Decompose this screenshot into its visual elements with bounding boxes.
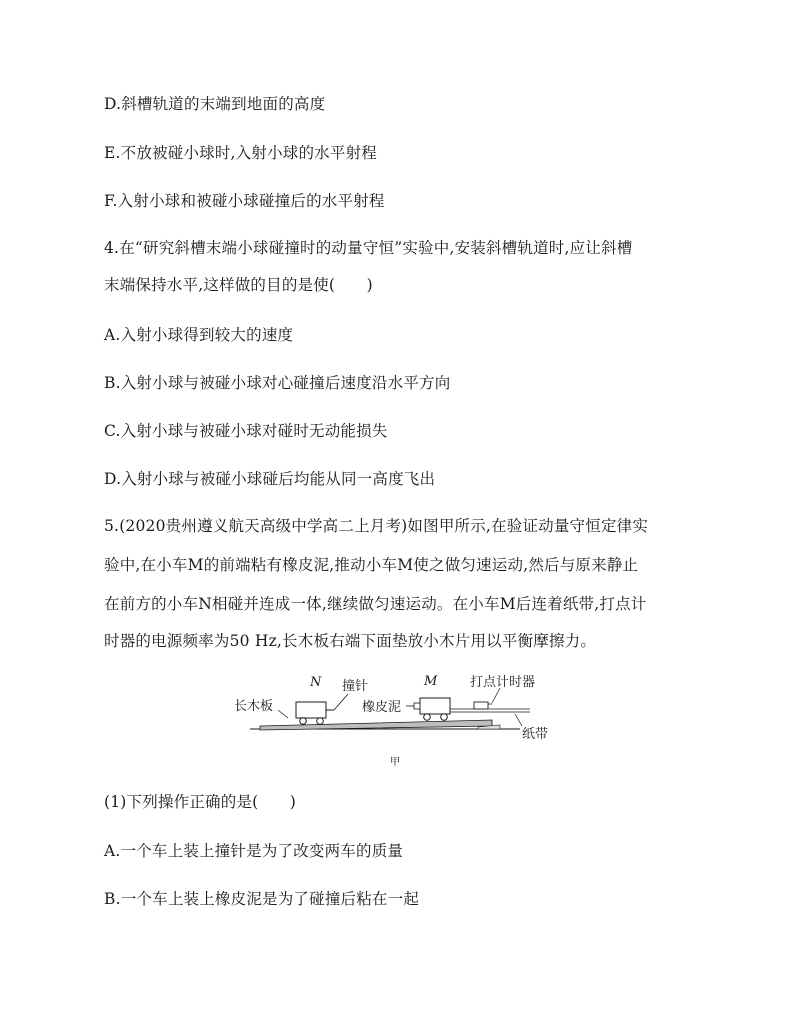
text-line-7: B.入射小球与被碰小球对心碰撞后速度沿水平方向 bbox=[104, 374, 451, 392]
text-line-4: 4.在“研究斜槽末端小球碰撞时的动量守恒”实验中,安装斜槽轨道时,应让斜槽 bbox=[104, 239, 633, 257]
text-line-16: B.一个车上装上橡皮泥是为了碰撞后粘在一起 bbox=[104, 890, 420, 908]
cart-m-wheel-left bbox=[424, 714, 431, 721]
text-line-9: D.入射小球与被碰小球碰后均能从同一高度飞出 bbox=[104, 470, 436, 488]
text-line-12: 在前方的小车N相碰并连成一体,继续做匀速运动。在小车M后连着纸带,打点计 bbox=[104, 595, 647, 613]
tape-pointer bbox=[515, 714, 522, 726]
cart-n-wheel-left bbox=[300, 718, 307, 725]
text-line-2: E.不放被碰小球时,入射小球的水平射程 bbox=[104, 144, 377, 162]
text-line-3: F.入射小球和被碰小球碰撞后的水平射程 bbox=[104, 192, 385, 210]
text-line-13: 时器的电源频率为50 Hz,长木板右端下面垫放小木片用以平衡摩擦力。 bbox=[104, 632, 597, 650]
cart-track-diagram bbox=[230, 668, 570, 748]
clay-block bbox=[414, 703, 420, 709]
cart-m-wheel-right bbox=[441, 714, 448, 721]
label-board: 长木板 bbox=[234, 699, 274, 714]
board-pointer bbox=[278, 710, 288, 718]
cart-n-wheel-right bbox=[317, 718, 324, 725]
text-line-6: A.入射小球得到较大的速度 bbox=[104, 326, 294, 344]
cart-m bbox=[420, 698, 450, 714]
figure-caption: 甲 bbox=[390, 757, 400, 768]
label-timer: 打点计时器 bbox=[470, 675, 536, 690]
needle-pointer bbox=[334, 694, 348, 710]
label-needle: 撞针 bbox=[342, 679, 369, 694]
text-line-8: C.入射小球与被碰小球对碰时无动能损失 bbox=[104, 422, 388, 440]
text-line-11: 验中,在小车M的前端粘有橡皮泥,推动小车M使之做匀速运动,然后与原来静止 bbox=[104, 556, 639, 574]
text-line-1: D.斜槽轨道的末端到地面的高度 bbox=[104, 95, 326, 113]
text-line-15: A.一个车上装上撞针是为了改变两车的质量 bbox=[104, 842, 404, 860]
text-line-14: (1)下列操作正确的是( ) bbox=[104, 793, 297, 811]
timer-device bbox=[474, 702, 488, 709]
label-tape: 纸带 bbox=[522, 727, 549, 742]
label-clay: 橡皮泥 bbox=[362, 700, 402, 715]
text-line-10: 5.(2020贵州遵义航天高级中学高二上月考)如图甲所示,在验证动量守恒定律实 bbox=[104, 517, 649, 535]
experiment-figure bbox=[230, 668, 570, 748]
timer-pointer bbox=[492, 688, 500, 703]
text-line-5: 末端保持水平,这样做的目的是使( ) bbox=[104, 276, 373, 294]
label-m: M bbox=[424, 674, 438, 689]
label-n: N bbox=[310, 675, 322, 690]
cart-n bbox=[296, 702, 326, 718]
